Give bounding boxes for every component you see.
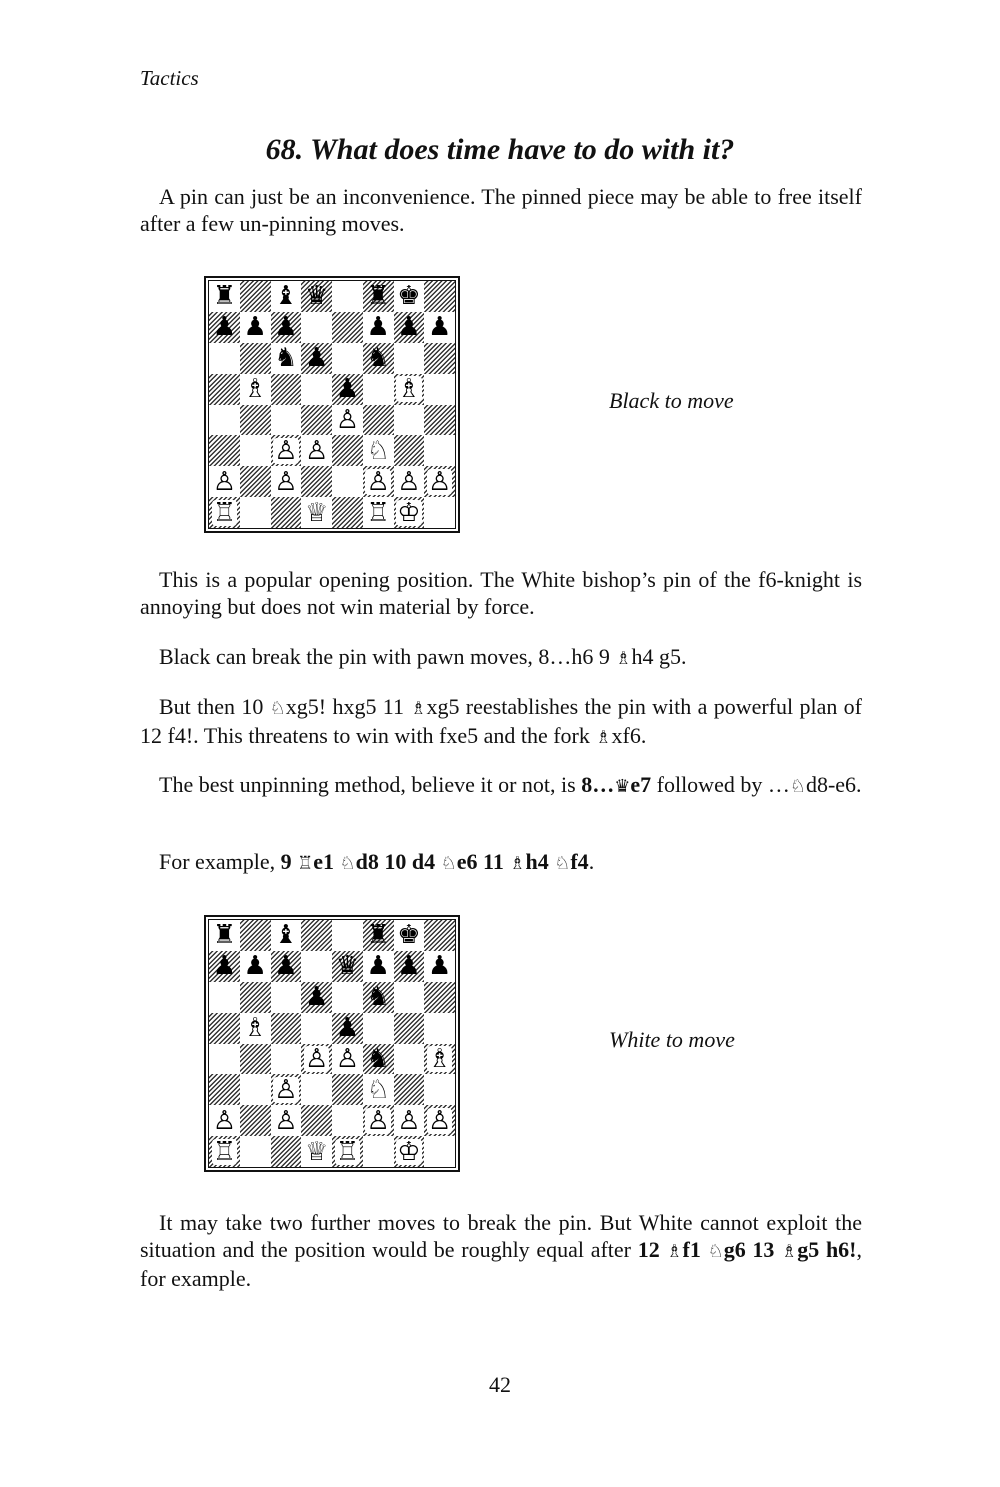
white-pawn-icon: ♙ <box>335 404 360 435</box>
running-head: Tactics <box>140 66 199 90</box>
black-pawn-icon: ♟ <box>397 312 421 343</box>
bold-move: e1 <box>313 849 340 874</box>
square-h2 <box>424 466 455 497</box>
square-d5 <box>301 1013 332 1044</box>
white-pawn-icon: ♙ <box>274 1074 298 1105</box>
bold-move: 9 <box>280 849 298 874</box>
chess-piece-icon: ♘ <box>789 776 806 797</box>
bold-move: g6 13 <box>723 1237 782 1262</box>
black-rook-icon: ♜ <box>212 920 237 951</box>
black-pawn-icon: ♟ <box>304 343 329 374</box>
square-h6 <box>424 343 455 374</box>
square-f1 <box>363 1136 394 1167</box>
square-c6 <box>271 343 302 374</box>
white-pawn-icon: ♙ <box>212 466 237 497</box>
chess-piece-icon: ♗ <box>410 698 427 719</box>
black-rook-icon: ♜ <box>366 920 390 951</box>
black-king-icon: ♚ <box>397 281 421 312</box>
white-bishop-icon: ♗ <box>243 1013 267 1044</box>
square-c2 <box>271 466 302 497</box>
square-d2 <box>301 1105 332 1136</box>
black-rook-icon: ♜ <box>366 281 390 312</box>
black-pawn-icon: ♟ <box>274 951 298 982</box>
square-c6 <box>271 982 302 1013</box>
bold-move: g5 h6! <box>797 1237 857 1262</box>
black-pawn-icon: ♟ <box>212 951 237 982</box>
white-pawn-icon: ♙ <box>427 1105 452 1136</box>
square-e4 <box>332 405 363 436</box>
bold-move: h4 <box>525 849 555 874</box>
square-d6 <box>301 343 332 374</box>
square-f4 <box>363 405 394 436</box>
square-a4 <box>209 1044 240 1075</box>
chess-diagram-1 <box>204 276 460 533</box>
white-knight-icon: ♘ <box>366 435 390 466</box>
black-pawn-icon: ♟ <box>427 312 452 343</box>
square-a5 <box>209 374 240 405</box>
diagram-caption-1: Black to move <box>609 388 734 413</box>
square-d8 <box>301 920 332 951</box>
white-rook-icon: ♖ <box>212 497 237 528</box>
square-e1 <box>332 497 363 528</box>
square-c3 <box>271 1074 302 1105</box>
square-h7 <box>424 951 455 982</box>
bold-move: e7 <box>630 772 652 797</box>
square-e6 <box>332 343 363 374</box>
square-b4 <box>240 1044 271 1075</box>
white-pawn-icon: ♙ <box>212 1105 237 1136</box>
square-f2 <box>363 1105 394 1136</box>
white-pawn-icon: ♙ <box>304 435 329 466</box>
bold-move: f1 <box>682 1237 708 1262</box>
chess-piece-icon: ♘ <box>707 1241 724 1262</box>
square-f8 <box>363 920 394 951</box>
square-c3 <box>271 435 302 466</box>
black-knight-icon: ♞ <box>366 1043 390 1074</box>
white-rook-icon: ♖ <box>366 497 390 528</box>
square-b7 <box>240 951 271 982</box>
square-d1 <box>301 497 332 528</box>
square-b5 <box>240 1013 271 1044</box>
paragraph-reestablish-pin: But then 10 ♘xg5! hxg5 11 ♗xg5 reestablishes the pin with a powerful plan of 12 f4!. This threatens to win with fxe5 and the fork ♗xf6. <box>140 694 862 748</box>
square-g2 <box>394 1105 425 1136</box>
square-g7 <box>394 951 425 982</box>
square-b1 <box>240 497 271 528</box>
square-c1 <box>271 1136 302 1167</box>
square-h3 <box>424 435 455 466</box>
square-g1 <box>394 1136 425 1167</box>
square-f5 <box>363 1013 394 1044</box>
square-b3 <box>240 435 271 466</box>
square-c5 <box>271 374 302 405</box>
white-pawn-icon: ♙ <box>274 466 298 497</box>
square-b6 <box>240 343 271 374</box>
bold-move: e6 11 <box>456 849 510 874</box>
square-d1 <box>301 1136 332 1167</box>
white-pawn-icon: ♙ <box>274 435 298 466</box>
square-d5 <box>301 374 332 405</box>
square-b3 <box>240 1074 271 1105</box>
square-d8 <box>301 281 332 312</box>
white-knight-icon: ♘ <box>366 1074 390 1105</box>
white-pawn-icon: ♙ <box>397 1105 421 1136</box>
white-pawn-icon: ♙ <box>274 1105 298 1136</box>
square-e7 <box>332 312 363 343</box>
white-bishop-icon: ♗ <box>427 1043 452 1074</box>
square-c2 <box>271 1105 302 1136</box>
chess-piece-icon: ♘ <box>269 698 286 719</box>
bold-move: d8 10 d4 <box>355 849 441 874</box>
white-bishop-icon: ♗ <box>397 374 421 405</box>
black-pawn-icon: ♟ <box>335 374 360 405</box>
chess-piece-icon: ♗ <box>509 853 526 874</box>
black-queen-icon: ♛ <box>304 281 329 312</box>
chess-piece-icon: ♘ <box>339 853 356 874</box>
square-a7 <box>209 951 240 982</box>
square-a8 <box>209 920 240 951</box>
square-e7 <box>332 951 363 982</box>
square-f4 <box>363 1044 394 1075</box>
paragraph-example-line: For example, 9 ♖e1 ♘d8 10 d4 ♘e6 11 ♗h4 ♘f4. <box>159 849 595 874</box>
black-pawn-icon: ♟ <box>212 312 237 343</box>
square-f3 <box>363 1074 394 1105</box>
white-rook-icon: ♖ <box>335 1136 360 1167</box>
black-pawn-icon: ♟ <box>304 982 329 1013</box>
square-f3 <box>363 435 394 466</box>
square-b6 <box>240 982 271 1013</box>
square-g4 <box>394 1044 425 1075</box>
square-a3 <box>209 435 240 466</box>
square-d4 <box>301 1044 332 1075</box>
white-pawn-icon: ♙ <box>427 466 452 497</box>
white-pawn-icon: ♙ <box>397 466 421 497</box>
square-f6 <box>363 343 394 374</box>
chessboard <box>208 280 456 529</box>
square-b5 <box>240 374 271 405</box>
square-f1 <box>363 497 394 528</box>
square-b8 <box>240 920 271 951</box>
white-queen-icon: ♕ <box>304 1136 329 1167</box>
white-king-icon: ♔ <box>397 1136 421 1167</box>
square-e3 <box>332 435 363 466</box>
bold-move: 12 <box>637 1237 667 1262</box>
square-a7 <box>209 312 240 343</box>
square-g8 <box>394 920 425 951</box>
square-e3 <box>332 1074 363 1105</box>
square-h2 <box>424 1105 455 1136</box>
square-a2 <box>209 1105 240 1136</box>
square-a1 <box>209 497 240 528</box>
square-f7 <box>363 312 394 343</box>
square-f7 <box>363 951 394 982</box>
chess-piece-icon: ♖ <box>297 853 314 874</box>
square-g7 <box>394 312 425 343</box>
square-g3 <box>394 1074 425 1105</box>
white-pawn-icon: ♙ <box>304 1043 329 1074</box>
square-c4 <box>271 1044 302 1075</box>
square-h4 <box>424 1044 455 1075</box>
black-pawn-icon: ♟ <box>427 951 452 982</box>
square-d2 <box>301 466 332 497</box>
square-g5 <box>394 1013 425 1044</box>
section-title: 68. What does time have to do with it? <box>265 133 735 166</box>
black-pawn-icon: ♟ <box>397 951 421 982</box>
square-b7 <box>240 312 271 343</box>
square-d3 <box>301 1074 332 1105</box>
white-queen-icon: ♕ <box>304 497 329 528</box>
white-king-icon: ♔ <box>397 497 421 528</box>
black-bishop-icon: ♝ <box>274 920 298 951</box>
square-h4 <box>424 405 455 436</box>
black-pawn-icon: ♟ <box>366 951 390 982</box>
square-a3 <box>209 1074 240 1105</box>
intro-paragraph: A pin can just be an inconvenience. The pinned piece may be able to free itself after a few un-pinning moves. <box>140 184 862 236</box>
square-f5 <box>363 374 394 405</box>
square-e6 <box>332 982 363 1013</box>
bold-move: 8… <box>581 772 615 797</box>
paragraph-best-unpinning: The best unpinning method, believe it or not, is 8…♛e7 followed by …♘d8-e6. <box>159 772 862 797</box>
square-e1 <box>332 1136 363 1167</box>
square-d7 <box>301 312 332 343</box>
square-d7 <box>301 951 332 982</box>
square-f8 <box>363 281 394 312</box>
square-b2 <box>240 466 271 497</box>
square-g2 <box>394 466 425 497</box>
square-b1 <box>240 1136 271 1167</box>
white-bishop-icon: ♗ <box>243 374 267 405</box>
square-h7 <box>424 312 455 343</box>
square-h6 <box>424 982 455 1013</box>
white-pawn-icon: ♙ <box>335 1043 360 1074</box>
black-pawn-icon: ♟ <box>243 312 267 343</box>
square-e2 <box>332 466 363 497</box>
square-e5 <box>332 374 363 405</box>
black-knight-icon: ♞ <box>274 343 298 374</box>
black-knight-icon: ♞ <box>366 343 390 374</box>
square-g5 <box>394 374 425 405</box>
square-g8 <box>394 281 425 312</box>
paragraph-pawn-moves: Black can break the pin with pawn moves, 8…h6 9 ♗h4 g5. <box>159 644 687 669</box>
square-f2 <box>363 466 394 497</box>
black-pawn-icon: ♟ <box>335 1013 360 1044</box>
chess-piece-icon: ♗ <box>781 1241 798 1262</box>
square-c7 <box>271 312 302 343</box>
square-a8 <box>209 281 240 312</box>
square-c8 <box>271 920 302 951</box>
square-g1 <box>394 497 425 528</box>
chess-piece-icon: ♗ <box>595 727 612 748</box>
square-c4 <box>271 405 302 436</box>
black-pawn-icon: ♟ <box>274 312 298 343</box>
square-e8 <box>332 920 363 951</box>
square-b8 <box>240 281 271 312</box>
chess-piece-icon: ♗ <box>666 1241 683 1262</box>
white-rook-icon: ♖ <box>212 1136 237 1167</box>
square-g3 <box>394 435 425 466</box>
square-h3 <box>424 1074 455 1105</box>
square-h8 <box>424 920 455 951</box>
square-e5 <box>332 1013 363 1044</box>
square-e8 <box>332 281 363 312</box>
square-g6 <box>394 343 425 374</box>
square-d6 <box>301 982 332 1013</box>
square-e4 <box>332 1044 363 1075</box>
black-queen-icon: ♛ <box>335 951 360 982</box>
square-a4 <box>209 405 240 436</box>
bold-move: f4 <box>570 849 589 874</box>
black-pawn-icon: ♟ <box>243 951 267 982</box>
square-d4 <box>301 405 332 436</box>
square-b4 <box>240 405 271 436</box>
chess-piece-icon: ♘ <box>554 853 571 874</box>
square-h1 <box>424 497 455 528</box>
chess-diagram-2 <box>204 915 460 1172</box>
square-h8 <box>424 281 455 312</box>
square-a6 <box>209 982 240 1013</box>
square-c8 <box>271 281 302 312</box>
black-pawn-icon: ♟ <box>366 312 390 343</box>
square-c7 <box>271 951 302 982</box>
square-a2 <box>209 466 240 497</box>
square-g4 <box>394 405 425 436</box>
square-a1 <box>209 1136 240 1167</box>
square-a5 <box>209 1013 240 1044</box>
square-f6 <box>363 982 394 1013</box>
black-king-icon: ♚ <box>397 920 421 951</box>
paragraph-conclusion: It may take two further moves to break the pin. But White cannot exploit the situation and the position would be roughly equal after 12 ♗f1 ♘g6 13 ♗g5 h6!, for example. <box>140 1210 863 1291</box>
square-g6 <box>394 982 425 1013</box>
white-pawn-icon: ♙ <box>366 466 390 497</box>
black-rook-icon: ♜ <box>212 281 237 312</box>
diagram-caption-2: White to move <box>609 1027 735 1052</box>
chess-piece-icon: ♛ <box>614 776 631 797</box>
black-bishop-icon: ♝ <box>274 281 298 312</box>
chess-piece-icon: ♘ <box>440 853 457 874</box>
square-d3 <box>301 435 332 466</box>
white-pawn-icon: ♙ <box>366 1105 390 1136</box>
chess-piece-icon: ♗ <box>615 648 632 669</box>
square-b2 <box>240 1105 271 1136</box>
chessboard <box>208 919 456 1168</box>
black-knight-icon: ♞ <box>366 982 390 1013</box>
square-a6 <box>209 343 240 374</box>
square-h1 <box>424 1136 455 1167</box>
square-e2 <box>332 1105 363 1136</box>
square-c5 <box>271 1013 302 1044</box>
square-h5 <box>424 1013 455 1044</box>
square-c1 <box>271 497 302 528</box>
square-h5 <box>424 374 455 405</box>
paragraph-popular-position: This is a popular opening position. The White bishop’s pin of the f6-knight is annoying but does not win material by force. <box>140 567 862 619</box>
page-number: 42 <box>489 1372 511 1397</box>
